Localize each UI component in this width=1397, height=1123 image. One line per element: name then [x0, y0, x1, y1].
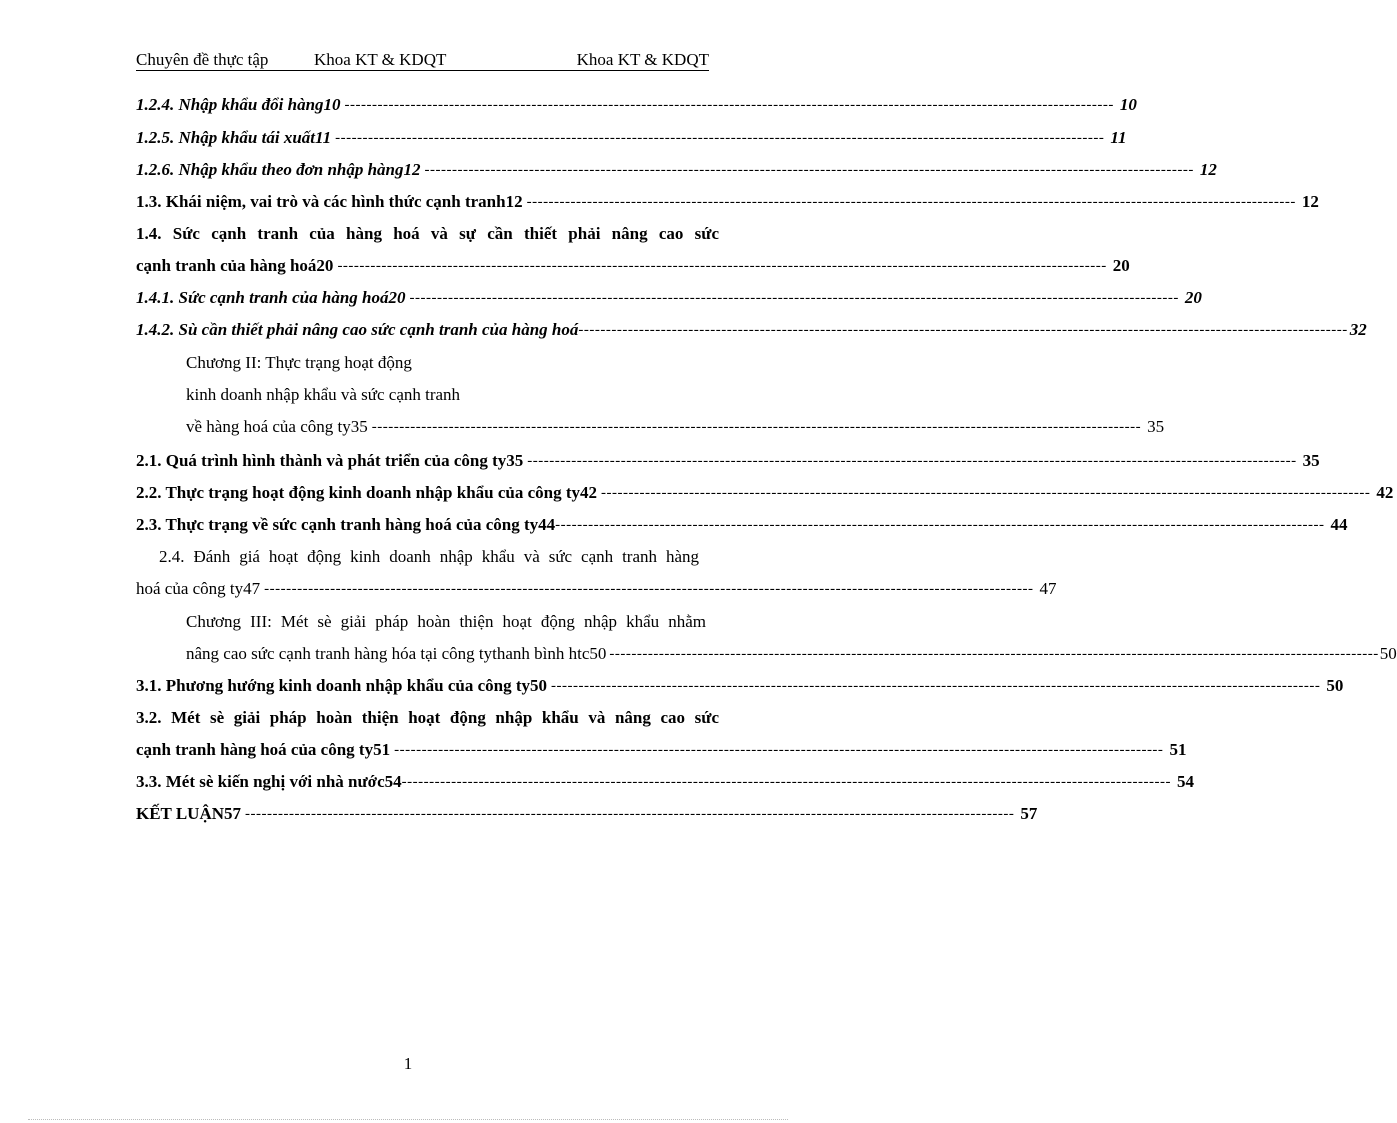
page-number: 1: [403, 1054, 413, 1073]
toc-entry-title: hoá của công ty47: [136, 579, 261, 598]
leader-dashes: --------------------------------------------------------------------------------------------------------------------------------------------: [337, 258, 1107, 274]
chapter-2-line2[interactable]: kinh doanh nhập khẩu và sức cạnh tranh: [186, 385, 461, 404]
leader-dashes: --------------------------------------------------------------------------------------------------------------------------------------------: [401, 774, 1171, 790]
leader-dashes: --------------------------------------------------------------------------------------------------------------------------------------------: [245, 806, 1015, 822]
toc-page-number: 12: [1301, 192, 1319, 211]
leader-dashes: --------------------------------------------------------------------------------------------------------------------------------------------: [394, 742, 1164, 758]
leader-dashes: --------------------------------------------------------------------------------------------------------------------------------------------: [335, 130, 1105, 146]
toc-page-number: 54: [1176, 772, 1194, 791]
toc-entry-chapter-3[interactable]: [186, 642, 1397, 666]
toc-entry-title: 2.1. Quá trình hình thành và phát triển của công ty35: [136, 451, 524, 470]
leader-dashes: --------------------------------------------------------------------------------------------------------------------------------------------: [424, 162, 1194, 178]
toc-entry-title: KẾT LUẬN57: [136, 804, 242, 823]
toc-entry-title: 1.2.5. Nhập khẩu tái xuất11: [136, 128, 332, 147]
toc-entry-1-4-line1[interactable]: 1.4. Sức cạnh tranh của hàng hoá và sự cần thiết phải nâng cao sức: [136, 224, 719, 243]
toc-entry-2-2[interactable]: [136, 481, 1394, 505]
toc-entry-1-2-4[interactable]: [136, 93, 1137, 117]
toc-page-number: 35: [1147, 417, 1165, 436]
toc-entry-1-4-2[interactable]: [136, 318, 1367, 342]
toc-entry-title: 3.1. Phương hướng kinh doanh nhập khẩu của công ty50: [136, 676, 548, 695]
leader-dashes: --------------------------------------------------------------------------------------------------------------------------------------------: [526, 194, 1296, 210]
toc-entry-3-1[interactable]: [136, 674, 1344, 698]
toc-entry-title: về hàng hoá của công ty35: [186, 417, 368, 436]
toc-entry-title: 1.2.6. Nhập khẩu theo đơn nhập hàng12: [136, 160, 421, 179]
toc-entry-ket-luan[interactable]: [136, 802, 1038, 826]
header-right: Khoa KT & KDQT: [576, 50, 709, 69]
chapter-3-line1[interactable]: Chương III: Mét sè giải pháp hoàn thiện hoạt động nhập khẩu nhằm: [186, 612, 706, 631]
toc-page-number: 42: [1376, 483, 1394, 502]
toc-entry-title: 1.4.2. Sù cần thiết phải nâng cao sức cạnh tranh của hàng hoá: [136, 320, 579, 339]
toc-entry-title: cạnh tranh của hàng hoá20: [136, 256, 334, 275]
toc-entry-title: cạnh tranh hàng hoá của công ty51: [136, 740, 391, 759]
toc-entry-1-2-6[interactable]: [136, 158, 1217, 182]
toc-entry-title: 2.2. Thực trạng hoạt động kinh doanh nhập khẩu của công ty42: [136, 483, 598, 502]
toc-entry-3-2-line1[interactable]: 3.2. Mét sè giải pháp hoàn thiện hoạt động nhập khẩu và nâng cao sức: [136, 708, 719, 727]
toc-entry-3-2[interactable]: [136, 738, 1187, 762]
leader-dashes: --------------------------------------------------------------------------------------------------------------------------------------------: [371, 419, 1142, 435]
toc-entry-title: 1.4.1. Sức cạnh tranh của hàng hoá20: [136, 288, 406, 307]
leader-dashes: --------------------------------------------------------------------------------------------------------------------------------------------: [578, 322, 1348, 338]
toc-entry-1-3[interactable]: [136, 190, 1319, 214]
toc-page-number: 35: [1302, 451, 1320, 470]
toc-page-number: 50: [1326, 676, 1344, 695]
toc-page-number: 12: [1199, 160, 1217, 179]
toc-page-number: 20: [1184, 288, 1202, 307]
toc-page-number: 57: [1020, 804, 1038, 823]
toc-entry-chapter-2[interactable]: [186, 415, 1165, 439]
page-bottom-rule: [28, 1119, 788, 1120]
leader-dashes: --------------------------------------------------------------------------------------------------------------------------------------------: [601, 485, 1371, 501]
toc-page-number: 10: [1119, 95, 1137, 114]
toc-page-number: 47: [1039, 579, 1057, 598]
toc-entry-1-4[interactable]: [136, 254, 1130, 278]
page-header: [136, 50, 709, 71]
leader-dashes: --------------------------------------------------------------------------------------------------------------------------------------------: [527, 453, 1297, 469]
toc-entry-1-4-1[interactable]: [136, 286, 1202, 310]
toc-page-number: 20: [1112, 256, 1130, 275]
header-middle: Khoa KT & KDQT: [314, 50, 447, 69]
toc-entry-1-2-5[interactable]: [136, 126, 1127, 150]
toc-entry-title: 3.3. Mét sè kiến nghị với nhà nước54: [136, 772, 402, 791]
toc-entry-2-4[interactable]: [136, 577, 1057, 601]
leader-dashes: --------------------------------------------------------------------------------------------------------------------------------------------: [551, 678, 1321, 694]
toc-page-number: 44: [1330, 515, 1348, 534]
toc-page-number: 50: [1379, 644, 1397, 663]
leader-dashes: --------------------------------------------------------------------------------------------------------------------------------------------: [344, 97, 1114, 113]
toc-entry-title: 2.3. Thực trạng về sức cạnh tranh hàng hoá của công ty44: [136, 515, 556, 534]
leader-dashes: --------------------------------------------------------------------------------------------------------------------------------------------: [609, 646, 1379, 662]
header-left: Chuyên đề thực tập: [136, 50, 269, 69]
toc-entry-title: 1.2.4. Nhập khẩu đổi hàng10: [136, 95, 341, 114]
toc-entry-title: nâng cao sức cạnh tranh hàng hóa tại công tythanh bình htc50: [186, 644, 607, 663]
toc-entry-2-4-line1[interactable]: 2.4. Đánh giá hoạt động kinh doanh nhập khẩu và sức cạnh tranh hàng: [159, 547, 699, 566]
toc-entry-3-3[interactable]: [136, 770, 1194, 794]
leader-dashes: --------------------------------------------------------------------------------------------------------------------------------------------: [555, 517, 1325, 533]
leader-dashes: --------------------------------------------------------------------------------------------------------------------------------------------: [409, 290, 1179, 306]
toc-entry-2-3[interactable]: [136, 513, 1348, 537]
toc-entry-title: 1.3. Khái niệm, vai trò và các hình thức cạnh tranh12: [136, 192, 523, 211]
chapter-2-line1[interactable]: Chương II: Thực trạng hoạt động: [186, 353, 412, 372]
toc-page-number: 32: [1349, 320, 1367, 339]
toc-page-number: 51: [1169, 740, 1187, 759]
leader-dashes: --------------------------------------------------------------------------------------------------------------------------------------------: [264, 581, 1034, 597]
toc-entry-2-1[interactable]: [136, 449, 1320, 473]
toc-page-number: 11: [1110, 128, 1127, 147]
